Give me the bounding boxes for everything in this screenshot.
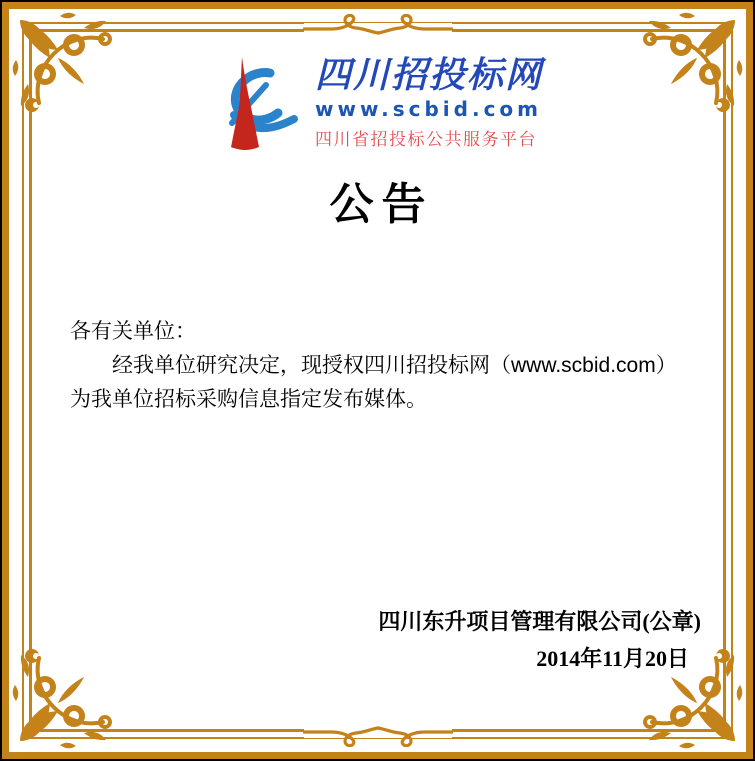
signature-company: 四川东升项目管理有限公司(公章)	[378, 609, 701, 634]
announcement-body	[70, 315, 709, 417]
body-line-1: 经我单位研究决定，现授权四川招投标网（www.scbid.com）	[112, 354, 677, 377]
announcement-date: 2014年11月20日	[536, 646, 689, 671]
site-tagline: 四川省招投标公共服务平台	[314, 130, 537, 149]
broadcast-tower-swoosh-icon	[212, 57, 298, 151]
scroll-flourish-top	[303, 14, 453, 44]
scroll-flourish-bottom	[303, 717, 453, 747]
site-logo	[2, 57, 753, 151]
logo-text-block	[315, 57, 543, 150]
announcement-title: 公告	[329, 180, 434, 229]
salutation: 各有关单位：	[70, 320, 196, 343]
body-line-2: 为我单位招标采购信息指定发布媒体。	[70, 388, 427, 411]
site-name: 四川招投标网	[314, 55, 543, 95]
site-url: www.scbid.com	[314, 97, 543, 121]
